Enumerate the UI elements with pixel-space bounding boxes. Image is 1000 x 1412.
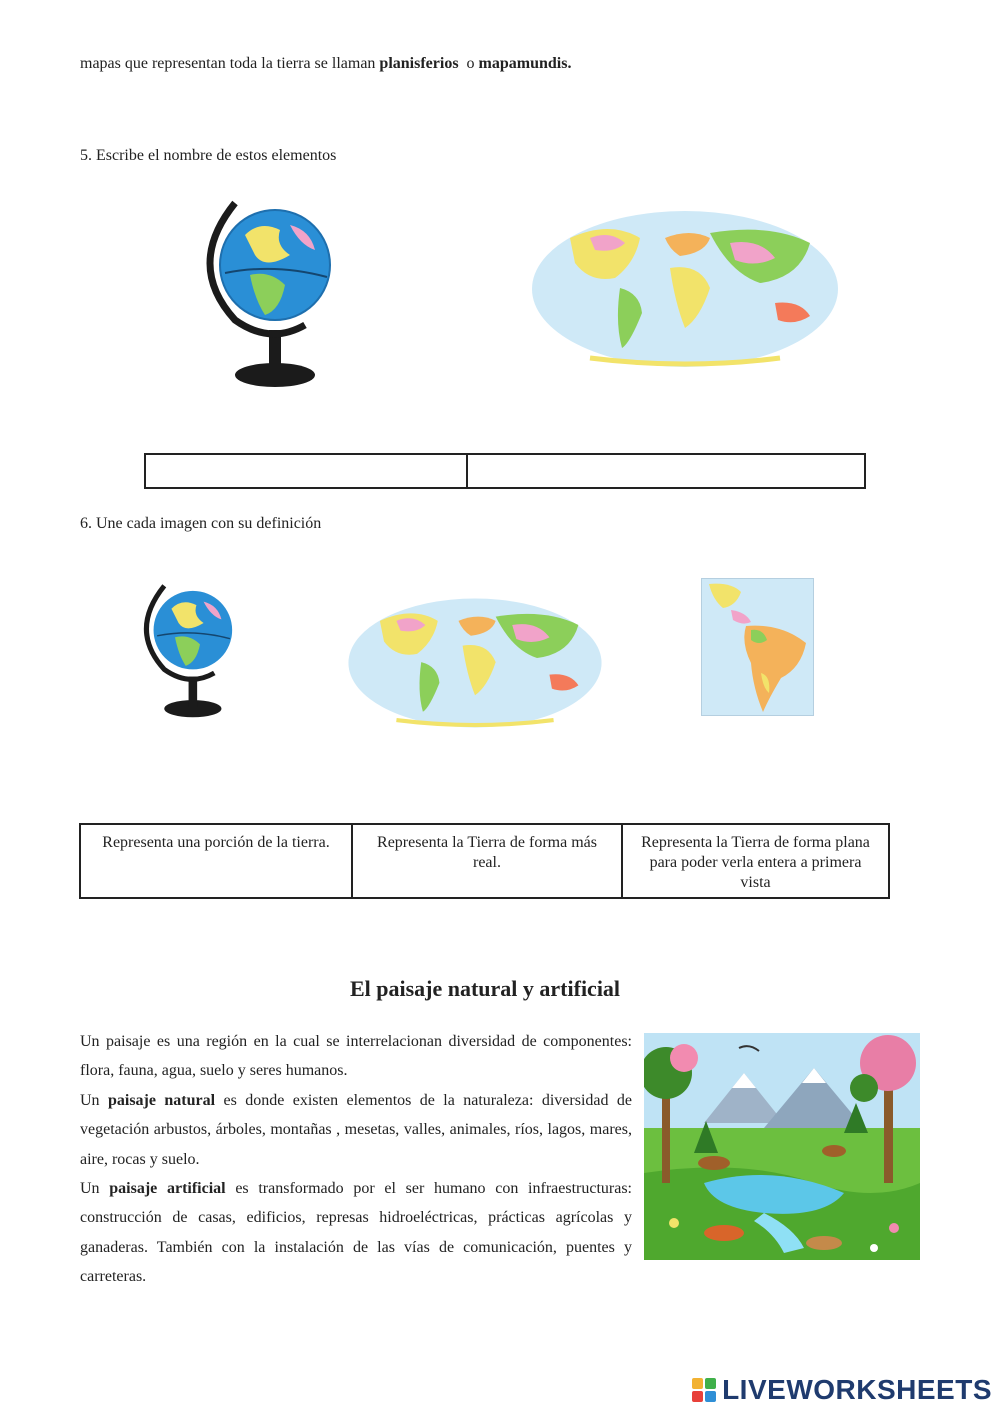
answer-box-globe[interactable] bbox=[146, 455, 466, 487]
world-map-image-small[interactable] bbox=[346, 596, 604, 730]
intro-text: mapas que representan toda la tierra se llaman bbox=[80, 55, 380, 72]
definitions-table bbox=[79, 823, 890, 899]
natural-landscape-image bbox=[644, 1033, 920, 1260]
world-map-image-large bbox=[530, 208, 840, 370]
question-5-prompt: 5. Escribe el nombre de estos elementos bbox=[80, 147, 337, 164]
paragraph-definition: Un paisaje es una región en la cual se interrelacionan diversidad de componentes: flora, fauna, agua, suelo y seres humanos. bbox=[80, 1033, 632, 1080]
intro-connector: o bbox=[458, 55, 479, 72]
section-title: El paisaje natural y artificial bbox=[349, 976, 621, 1001]
logo-mark-icon bbox=[692, 1378, 716, 1402]
definition-cell-real[interactable]: Representa la Tierra de forma más real. bbox=[351, 825, 621, 897]
liveworksheets-logo bbox=[692, 1374, 992, 1406]
intro-sentence bbox=[80, 54, 571, 73]
definition-cell-flat[interactable]: Representa la Tierra de forma plana para poder verla entera a primera vista bbox=[621, 825, 888, 897]
term-mapamundis: mapamundis. bbox=[478, 55, 572, 72]
landscape-text bbox=[80, 1027, 632, 1292]
paragraph-artificial: Un paisaje artificial es transformado por el ser humano con infraestructuras: construcción de casas, edificios, represas hidroeléctricas, prácticas agrícolas y ganaderas. También con la instalación de las vías de comunicación, puentes y carreteras. bbox=[80, 1180, 632, 1286]
logo-text: LIVEWORKSHEETS bbox=[722, 1374, 992, 1405]
term-planisferios: planisferios bbox=[379, 55, 459, 72]
globe-image-small[interactable] bbox=[135, 573, 240, 723]
question-6-prompt: 6. Une cada imagen con su definición bbox=[80, 515, 322, 532]
term-paisaje-natural: paisaje natural bbox=[107, 1091, 216, 1109]
term-paisaje-artificial: paisaje artificial bbox=[109, 1180, 226, 1198]
paragraph-natural: Un paisaje natural es donde existen elementos de la naturaleza: diversidad de vegetación arbustos, árboles, montañas , mesetas, valles, animales, ríos, lagos, mares, aire, rocas y suelo. bbox=[80, 1091, 633, 1168]
answer-table bbox=[144, 453, 866, 489]
regional-map-image[interactable] bbox=[701, 578, 814, 716]
globe-image-large bbox=[195, 185, 340, 395]
answer-box-map[interactable] bbox=[466, 455, 864, 487]
definition-cell-portion[interactable]: Representa una porción de la tierra. bbox=[102, 834, 330, 851]
